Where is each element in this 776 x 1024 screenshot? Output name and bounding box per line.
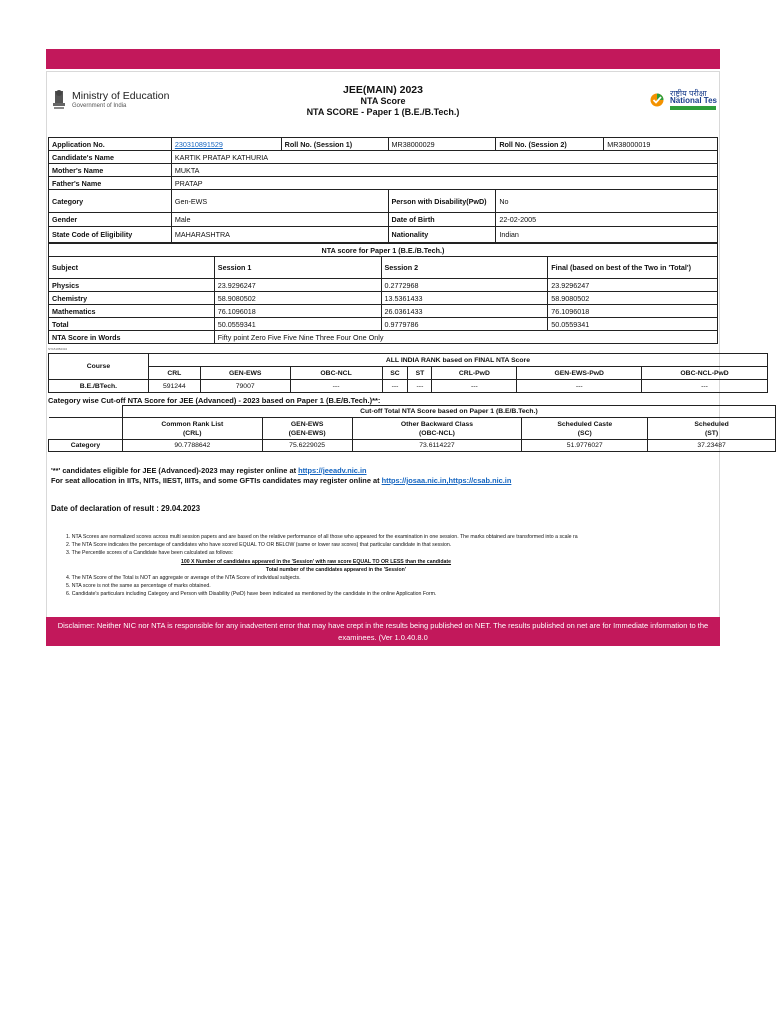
table-row [49, 292, 718, 305]
table-row [49, 213, 718, 227]
application-no-link[interactable]: 230310891529 [174, 139, 223, 149]
cutoff-table [48, 405, 776, 452]
exam-title: JEE(MAIN) 2023 [343, 84, 423, 96]
final-cell: 23.9296247 [548, 279, 718, 292]
table-row [49, 380, 768, 393]
table-row [49, 177, 718, 190]
nta-logo [650, 88, 720, 114]
ministry-logo [52, 89, 182, 123]
check-circle-icon [650, 93, 664, 107]
table-row [49, 190, 718, 213]
cutoff-col-gen-ews: GEN-EWS (GEN-EWS) [262, 418, 352, 440]
col-session1: Session 1 [214, 257, 381, 279]
doc-title: NTA Score [360, 96, 406, 106]
mother-name-label: Mother's Name [49, 164, 172, 177]
rank-cell: --- [408, 380, 432, 393]
score-table-title: NTA score for Paper 1 (B.E./B.Tech.) [49, 244, 718, 257]
all-india-rank-table [48, 353, 768, 393]
formula-numerator: 100 X Number of candidates appeared in the 'Session' with raw score EQUAL TO OR LESS than the candidate [180, 558, 452, 565]
cutoff-cell: 75.6229025 [262, 440, 352, 452]
session1-cell: 50.0559341 [214, 318, 381, 331]
table-row [49, 305, 718, 318]
ministry-subtitle: Government of India [72, 103, 127, 109]
roll1-label: Roll No. (Session 1) [281, 138, 388, 151]
table-row [49, 440, 776, 452]
ministry-title: Ministry of Education [72, 90, 170, 102]
rank-cell: --- [432, 380, 517, 393]
score-words-label: NTA Score in Words [49, 331, 215, 344]
dob-value: 22-02-2005 [496, 213, 718, 227]
cutoff-cell: 90.7788642 [122, 440, 262, 452]
rank-cell: --- [290, 380, 382, 393]
session1-cell: 76.1096018 [214, 305, 381, 318]
page-title-block [296, 84, 470, 118]
final-cell: 50.0559341 [548, 318, 718, 331]
course-value: B.E./BTech. [49, 380, 149, 393]
table-row [49, 354, 768, 367]
col-session2: Session 2 [381, 257, 548, 279]
scorecard-page [46, 49, 729, 646]
table-header-row [49, 257, 718, 279]
pwd-label: Person with Disability(PwD) [388, 190, 496, 213]
reference-code: NTA51882332 [48, 347, 68, 351]
col-subject: Subject [49, 257, 215, 279]
paper-title: NTA SCORE - Paper 1 (B.E./B.Tech.) [306, 107, 460, 117]
subject-cell: Total [49, 318, 215, 331]
state-label: State Code of Eligibility [49, 227, 172, 243]
cutoff-cell: 51.9776027 [522, 440, 648, 452]
rank-col-crl-pwd: CRL-PwD [432, 367, 517, 380]
disclaimer-footer [46, 617, 720, 646]
session2-cell: 0.2772968 [381, 279, 548, 292]
declaration-date: Date of declaration of result : 29.04.2023 [51, 504, 201, 513]
list-item: 2. The NTA Score indicates the percentage of candidates who have scored EQUAL TO OR BELOW (same or lower raw scores) that particular candidate in that session. [66, 542, 452, 549]
session1-cell: 58.9080502 [214, 292, 381, 305]
table-row [49, 227, 718, 243]
list-item: 5. NTA score is not the same as percentage of marks obtained. [66, 583, 211, 590]
nta-name-english: National Tes [670, 96, 717, 105]
rank-col-gen-ews-pwd: GEN-EWS-PwD [517, 367, 642, 380]
rank-col-sc: SC [382, 367, 408, 380]
rank-cell: --- [642, 380, 768, 393]
nationality-label: Nationality [388, 227, 496, 243]
cutoff-row-label: Category [49, 440, 123, 452]
rank-cell: --- [382, 380, 408, 393]
table-header-row [49, 418, 776, 440]
list-item: 6. Candidate's particulars including Category and Person with Disability (PwD) have been indicated as mentioned by the candidate in the online Application Form. [66, 591, 437, 598]
application-no-label: Application No. [49, 138, 172, 151]
state-value: MAHARASHTRA [171, 227, 388, 243]
table-row [49, 406, 776, 418]
list-item: 4. The NTA Score of the Total is NOT an aggregate or average of the NTA Score of individual subjects. [66, 575, 301, 582]
gender-value: Male [171, 213, 388, 227]
jeeadv-link[interactable]: https://jeeadv.nic.in [298, 466, 367, 475]
roll1-value: MR38000029 [388, 138, 496, 151]
gender-label: Gender [49, 213, 172, 227]
nta-name-hindi: राष्ट्रीय परीक्षा [670, 89, 707, 98]
col-final: Final (based on best of the Two in 'Total') [548, 257, 718, 279]
roll2-value: MR38000019 [604, 138, 718, 151]
cutoff-cell: 73.6114227 [352, 440, 522, 452]
top-brand-bar [46, 49, 720, 69]
list-item: 1. NTA Scores are normalized scores across multi session papers and are based on the relative performance of all those who appeared for the examination in one session. The marks obtained are transformed into a scale ra [66, 534, 578, 540]
candidate-info-table [48, 137, 718, 243]
nationality-value: Indian [496, 227, 718, 243]
pwd-value: No [496, 190, 718, 213]
session2-cell: 13.5361433 [381, 292, 548, 305]
rank-col-gen-ews: GEN-EWS [200, 367, 290, 380]
subject-cell: Physics [49, 279, 215, 292]
candidate-name-label: Candidate's Name [49, 151, 172, 164]
rank-col-obc-ncl: OBC-NCL [290, 367, 382, 380]
table-row [49, 138, 718, 151]
rank-cell: 79007 [200, 380, 290, 393]
national-emblem-icon [52, 89, 66, 111]
course-header: Course [49, 354, 149, 380]
cutoff-table-title: Cut-off Total NTA Score based on Paper 1 (B.E/B.Tech.) [122, 406, 775, 418]
category-label: Category [49, 190, 172, 213]
candidate-name-value: KARTIK PRATAP KATHURIA [171, 151, 717, 164]
eligibility-notes [51, 466, 511, 486]
session1-cell: 23.9296247 [214, 279, 381, 292]
rank-col-crl: CRL [148, 367, 200, 380]
seat-allocation-note: For seat allocation in IITs, NITs, IIEST, IIITs, and some GFTIs candidates may register online at [51, 476, 382, 485]
percentile-formula [66, 558, 486, 574]
josaa-csab-link[interactable]: https://josaa.nic.in,https://csab.nic.in [381, 476, 512, 485]
mother-name-value: MUKTA [171, 164, 717, 177]
table-row [49, 151, 718, 164]
cutoff-col-sc: Scheduled Caste (SC) [522, 418, 648, 440]
disclaimer-text: Disclaimer: Neither NIC nor NTA is responsible for any inadvertent error that may have crept in the results being published on NET. The results published on net are for Immediate information to the examinees. (Ver 1.0.40.8.0 [57, 621, 709, 642]
rank-cell: 591244 [148, 380, 200, 393]
table-row [49, 318, 718, 331]
session2-cell: 26.0361433 [381, 305, 548, 318]
subject-cell: Chemistry [49, 292, 215, 305]
nta-tagline-bar [670, 106, 716, 110]
cutoff-cell: 37.23487 [648, 440, 776, 452]
jee-adv-note: '**' candidates eligible for JEE (Advanced)-2023 may register online at [51, 466, 299, 475]
dob-label: Date of Birth [388, 213, 496, 227]
category-value: Gen-EWS [171, 190, 388, 213]
nta-score-table [48, 243, 718, 344]
table-row [49, 331, 718, 344]
formula-denominator: Total number of the candidates appeared in the 'Session' [265, 566, 407, 573]
final-cell: 76.1096018 [548, 305, 718, 318]
list-item: 3. The Percentile scores of a Candidate have been calculated as follows: [66, 550, 234, 557]
cutoff-col-obc-ncl: Other Backward Class (OBC-NCL) [352, 418, 522, 440]
score-words-value: Fifty point Zero Five Five Nine Three Four One Only [214, 331, 717, 344]
rank-cell: --- [517, 380, 642, 393]
roll2-label: Roll No. (Session 2) [496, 138, 604, 151]
table-row [49, 279, 718, 292]
father-name-value: PRATAP [171, 177, 717, 190]
father-name-label: Father's Name [49, 177, 172, 190]
table-row [49, 244, 718, 257]
cutoff-col-st: Scheduled (ST) [648, 418, 776, 440]
table-header-row [49, 367, 768, 380]
session2-cell: 0.9779786 [381, 318, 548, 331]
rank-col-st: ST [408, 367, 432, 380]
final-cell: 58.9080502 [548, 292, 718, 305]
rank-col-obc-ncl-pwd: OBC-NCL-PwD [642, 367, 768, 380]
cutoff-heading: Category wise Cut-off NTA Score for JEE (Advanced) - 2023 based on Paper 1 (B.E/B.Tech.)**: [48, 396, 381, 405]
instructions-list [66, 533, 578, 599]
subject-cell: Mathematics [49, 305, 215, 318]
table-row [49, 164, 718, 177]
rank-table-title: ALL INDIA RANK based on FINAL NTA Score [148, 354, 767, 367]
cutoff-col-crl: Common Rank List (CRL) [122, 418, 262, 440]
